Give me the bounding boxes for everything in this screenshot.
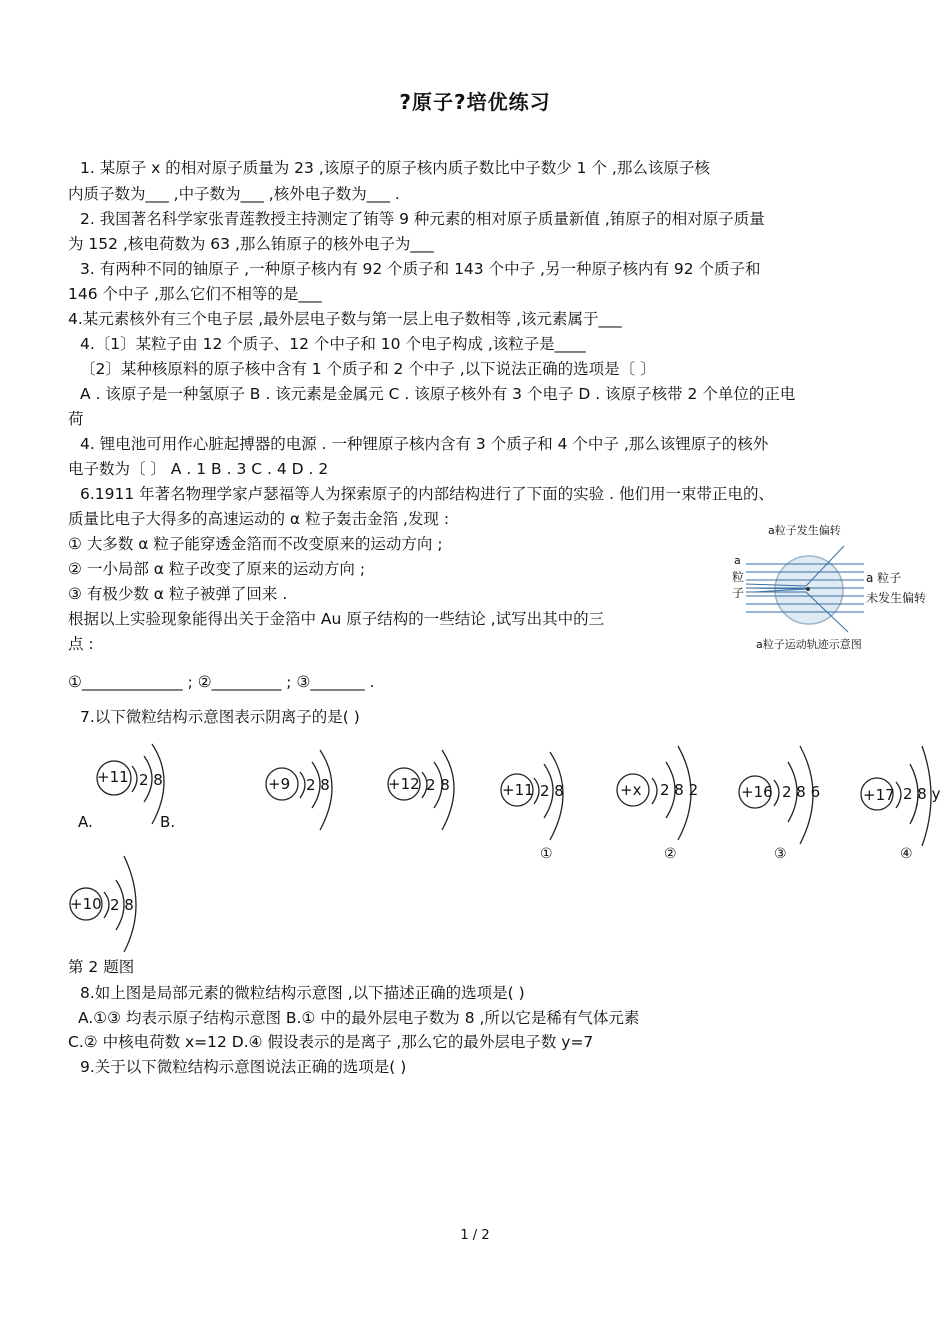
- q2-line1: 2. 我国著名科学家张青莲教授主持测定了铕等 9 种元素的相对原子质量新值 ,铕原子的相对原子质量: [80, 210, 765, 228]
- atom-diagram-c: [386, 760, 466, 844]
- q6-obs3: ③ 有极少数 α 粒子被弹了回来 .: [68, 585, 288, 603]
- figure-left-a: a: [734, 554, 741, 567]
- atom-ne-shells: 2 8: [110, 896, 134, 914]
- atom-c-nucleus: +12: [388, 775, 420, 793]
- alpha-scattering-diagram: [724, 522, 934, 652]
- atom-4-shells: 2 8 y: [903, 785, 941, 803]
- q6-prompt-cont: 点 :: [68, 635, 94, 653]
- atom-a-shells: 2 8: [139, 771, 163, 789]
- label-circle-1: ①: [540, 846, 553, 862]
- atom-3-shells: 2 8 6: [782, 783, 821, 801]
- figure-right-label2: 未发生偏转: [866, 591, 927, 605]
- q1-line1: 1. 某原子 x 的相对原子质量为 23 ,该原子的原子核内质子数比中子数少 1 个 ,那么该原子核: [80, 159, 710, 177]
- q6-prompt: 根据以上实验现象能得出关于金箔中 Au 原子结构的一些结论 ,试写出其中的三: [68, 610, 605, 628]
- atom-1-nucleus: +11: [502, 781, 534, 799]
- q2-line2: 为 152 ,核电荷数为 63 ,那么铕原子的核外电子为___: [68, 235, 434, 253]
- q4-1-text: 4.〔1〕某粒子由 12 个质子、12 个中子和 10 个电子构成 ,该粒子是____: [80, 335, 586, 353]
- q4-2-text: 〔2〕某种核原料的原子核中含有 1 个质子和 2 个中子 ,以下说法正确的选项是〔 〕: [80, 360, 656, 378]
- q3-line1: 3. 有两种不同的铀原子 ,一种原子核内有 92 个质子和 143 个中子 ,另一种原子核内有 92 个质子和: [80, 260, 761, 278]
- atom-b-nucleus: +9: [268, 775, 291, 793]
- q6-obs2: ② 一小局部 α 粒子改变了原来的运动方向 ;: [68, 560, 366, 578]
- figure-left-zi: 子: [732, 586, 745, 600]
- atom-2-nucleus: +x: [620, 781, 642, 799]
- label-circle-4: ④: [900, 846, 913, 862]
- atom-c-shells: 2 8: [426, 776, 450, 794]
- q6-line1: 6.1911 年著名物理学家卢瑟福等人为探索原子的内部结构进行了下面的实验 . 他们用一束带正电的、: [80, 485, 774, 503]
- option-a-label: A.: [78, 813, 93, 831]
- q4-3-line2: 电子数为〔 〕 A . 1 B . 3 C . 4 D . 2: [68, 460, 329, 478]
- q9-text: 9.关于以下微粒结构示意图说法正确的选项是( ): [80, 1058, 407, 1076]
- q6-line2: 质量比电子大得多的高速运动的 α 粒子轰击金箔 ,发现 :: [68, 510, 450, 528]
- atom-diagram-ne: [68, 880, 148, 964]
- q8-options-ab: A.①③ 均表示原子结构示意图 B.① 中的最外层电子数为 8 ,所以它是稀有气体元素: [78, 1009, 640, 1027]
- figure-2-caption: 第 2 题图: [68, 958, 135, 976]
- atom-diagram-3: [738, 768, 828, 852]
- atom-diagram-b: [264, 760, 344, 844]
- q6-obs1: ① 大多数 α 粒子能穿透金箔而不改变原来的运动方向 ;: [68, 535, 443, 553]
- option-b-label: B.: [160, 813, 176, 831]
- atom-diagram-2: [616, 766, 706, 850]
- label-circle-3: ③: [774, 846, 787, 862]
- label-circle-2: ②: [664, 846, 677, 862]
- q8-text: 8.如上图是局部元素的微粒结构示意图 ,以下描述正确的选项是( ): [80, 984, 525, 1002]
- figure-top-label: a粒子发生偏转: [768, 524, 841, 537]
- atom-a-nucleus: +11: [97, 768, 129, 786]
- q4-text: 4.某元素核外有三个电子层 ,最外层电子数与第一层上电子数相等 ,该元素属于___: [68, 310, 622, 328]
- figure-right-label1: a 粒子: [866, 571, 902, 585]
- q4-2-options: A . 该原子是一种氢原子 B . 该元素是金属元 C . 该原子核外有 3 个电子 D . 该原子核带 2 个单位的正电: [80, 385, 796, 403]
- q6-answers: ①_____________ ; ②_________ ; ③_______ .: [68, 673, 375, 691]
- alpha-scattering-figure: [724, 522, 934, 652]
- figure-caption: a粒子运动轨迹示意图: [756, 638, 862, 651]
- atom-diagram-1: [500, 766, 580, 850]
- q4-2-options-cont: 荷: [68, 410, 84, 428]
- atom-2-shells: 2 8 2: [660, 781, 699, 799]
- page-title: ?原子?培优练习: [399, 90, 551, 114]
- figure-left-li: 粒: [732, 570, 745, 584]
- atom-1-shells: 2 8: [540, 782, 564, 800]
- q7-text: 7.以下微粒结构示意图表示阴离子的是( ): [80, 708, 360, 726]
- atom-diagram-4: [860, 770, 940, 854]
- atom-3-nucleus: +16: [741, 783, 773, 801]
- atom-b-shells: 2 8: [306, 776, 330, 794]
- q3-line2: 146 个中子 ,那么它们不相等的是___: [68, 285, 322, 303]
- q4-3-line1: 4. 锂电池可用作心脏起搏器的电源 . 一种锂原子核内含有 3 个质子和 4 个中子 ,那么该锂原子的核外: [80, 435, 769, 453]
- page-number: 1 / 2: [460, 1228, 490, 1243]
- q1-line2: 内质子数为___ ,中子数为___ ,核外电子数为___ .: [68, 185, 400, 203]
- q8-options-cd: C.② 中核电荷数 x=12 D.④ 假设表示的是离子 ,那么它的最外层电子数 y=7: [68, 1033, 594, 1051]
- atom-4-nucleus: +17: [863, 786, 895, 804]
- atom-ne-nucleus: +10: [70, 895, 102, 913]
